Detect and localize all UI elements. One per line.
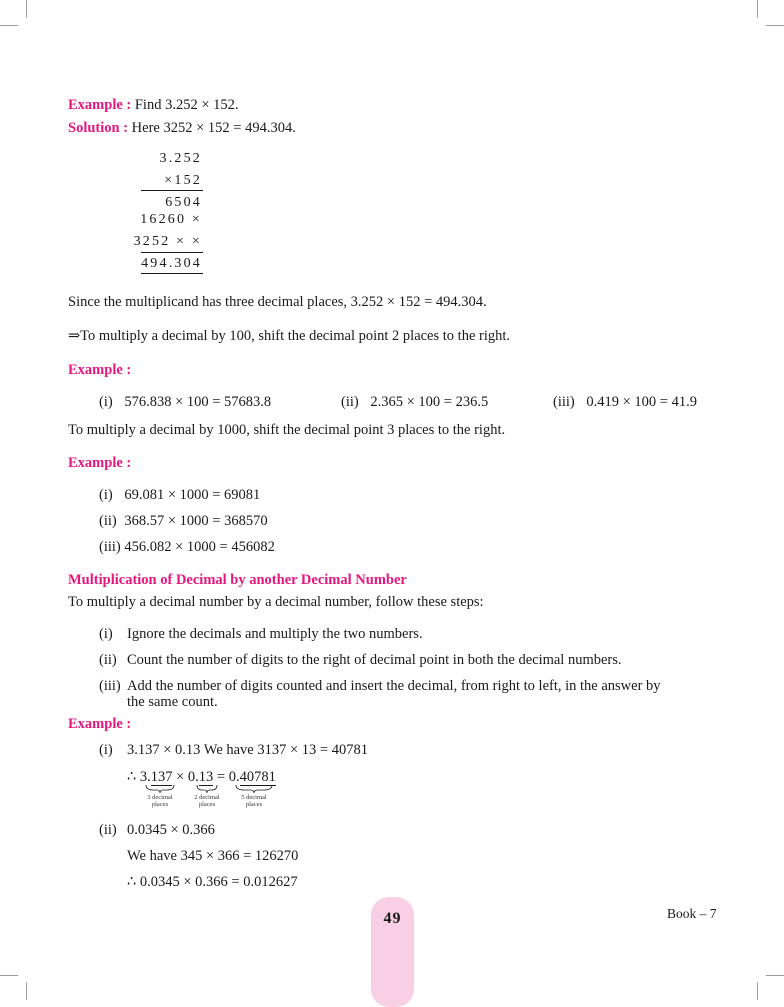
example4-label: Example : (68, 716, 132, 732)
solution-text: Here 3252 × 152 = 494.304. (131, 120, 296, 136)
paragraph-decimal-places: Since the multiplicand has three decimal places, 3.252 × 152 = 494.304. (68, 294, 487, 310)
paragraph-multiply-1000: To multiply a decimal by 1000, shift the decimal point 3 places to the right. (68, 422, 506, 438)
factor-2-decimals: 13 (198, 769, 214, 785)
item-number: (ii) (99, 513, 117, 529)
brace-1 (146, 785, 174, 793)
step-text-line1: Add the number of digits counted and insert the decimal, from right to left, in the answer by (127, 678, 661, 694)
factor-2-int: × 0. (172, 769, 199, 785)
section-heading: Multiplication of Decimal by another Decimal Number (68, 572, 407, 588)
brace-label-1: 3 decimal places (147, 794, 173, 808)
paragraph-multiply-100: ⇒To multiply a decimal by 100, shift the decimal point 2 places to the right. (68, 328, 511, 344)
example4-item-2 (99, 822, 215, 839)
brace-2 (197, 785, 217, 793)
item-number: (iii) (99, 539, 121, 555)
example2-label: Example : (68, 362, 132, 378)
product-int: = 0. (213, 769, 240, 785)
factor-1-decimals: 137 (150, 769, 173, 785)
step-number: (iii) (99, 678, 121, 694)
item-expression: 368.57 × 1000 = 368570 (124, 513, 268, 529)
item-number: (ii) (341, 394, 359, 410)
therefore-symbol: ∴ (127, 769, 137, 785)
brace-label-2: 2 decimal places (194, 794, 220, 808)
mult-row-multiplier: ×152 (164, 173, 202, 188)
section-intro: To multiply a decimal number by a decimal number, follow these steps: (68, 594, 484, 610)
item-expression: 3.137 × 0.13 We have 3137 × 13 = 40781 (127, 742, 368, 758)
book-label: Book – 7 (667, 906, 717, 921)
item-expression: 456.082 × 1000 = 456082 (124, 539, 275, 555)
item-number: (i) (99, 742, 113, 758)
example-label: Example : (68, 97, 132, 113)
example3-label: Example : (68, 455, 132, 471)
item-number: (i) (99, 487, 113, 503)
item-expression: 69.081 × 1000 = 69081 (124, 487, 261, 503)
example-text: Find 3.252 × 152. (134, 97, 239, 113)
mult-row-product: 494.304 (141, 256, 202, 271)
step-text: Count the number of digits to the right of decimal point in both the decimal numbers. (127, 652, 622, 668)
item-number: (i) (99, 394, 113, 410)
step-text: Ignore the decimals and multiply the two numbers. (127, 626, 423, 642)
page-number: 49 (383, 910, 402, 927)
mult-row-partial-2: 16260 × (140, 212, 202, 227)
item-expression: 2.365 × 100 = 236.5 (370, 394, 489, 410)
example4-item-2-line3: ∴ 0.0345 × 0.366 = 0.012627 (127, 874, 298, 890)
step-number: (ii) (99, 652, 117, 668)
mult-row-partial-3: 3252 × × (133, 234, 202, 249)
item-expression: 0.419 × 100 = 41.9 (586, 394, 697, 410)
item-number: (iii) (553, 394, 575, 410)
step-number: (i) (99, 626, 113, 642)
example4-item-2-line2: We have 345 × 366 = 126270 (127, 848, 299, 864)
item-expression: 0.0345 × 0.366 (127, 822, 215, 838)
brace-label-3: 5 decimal places (241, 794, 267, 808)
mult-row-partial-1: 6504 (165, 195, 202, 210)
mult-row-multiplicand: 3.252 (159, 151, 202, 166)
step-3-continued: the same count. (127, 694, 218, 710)
product-decimals: 40781 (239, 769, 276, 785)
factor-1-int: 3. (139, 769, 151, 785)
item-number: (ii) (99, 822, 117, 838)
item-expression: 576.838 × 100 = 57683.8 (124, 394, 272, 410)
brace-3 (236, 785, 272, 793)
solution-label: Solution : (68, 120, 129, 136)
